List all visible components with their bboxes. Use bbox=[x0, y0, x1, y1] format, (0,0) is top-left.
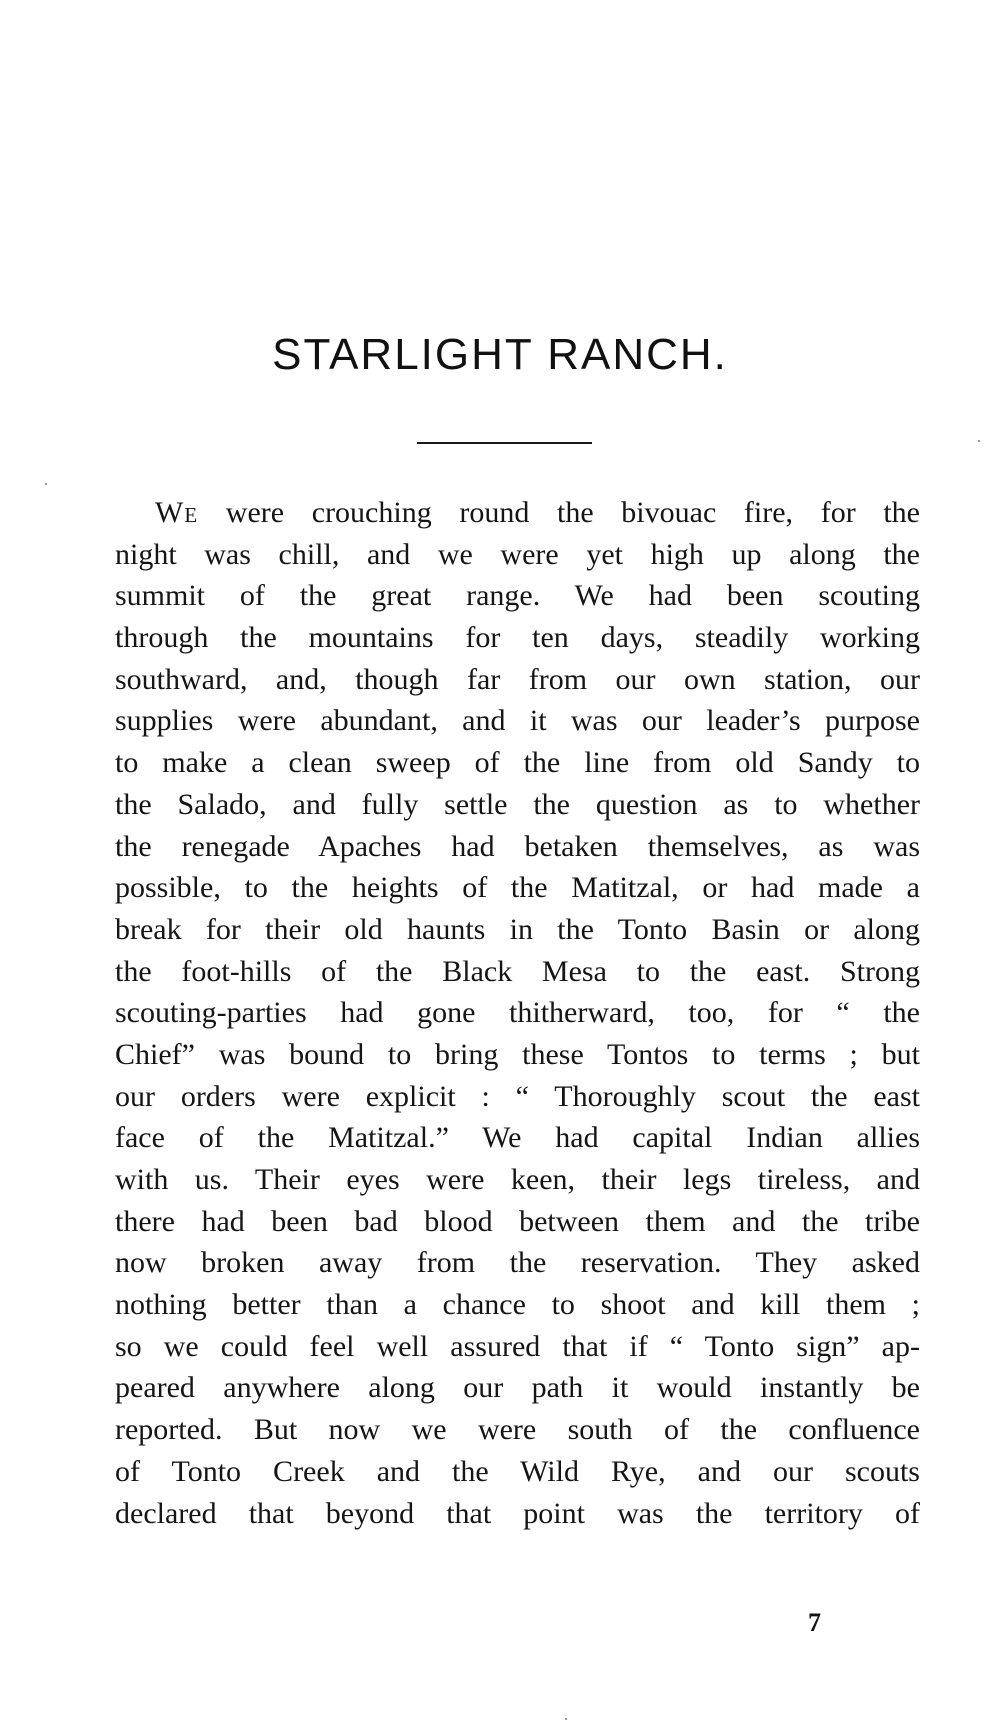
text-line: our orders were explicit : “ Thoroughly scout the east bbox=[115, 1079, 920, 1113]
text-line: Chief” was bound to bring these Tontos to terms ; but bbox=[115, 1037, 920, 1071]
text-line: summit of the great range. We had been scouting bbox=[115, 579, 920, 613]
scan-speck bbox=[45, 483, 47, 485]
text-line: the renegade Apaches had betaken themselves, as was bbox=[115, 829, 920, 863]
title-rule bbox=[417, 442, 592, 444]
text-line: face of the Matitzal.” We had capital Indian allies bbox=[115, 1121, 920, 1155]
text-line bbox=[115, 492, 920, 534]
text-line: to make a clean sweep of the line from old Sandy to bbox=[115, 746, 920, 780]
text-line: possible, to the heights of the Matitzal, or had made a bbox=[115, 871, 920, 905]
text-line: now broken away from the reservation. They asked bbox=[115, 1246, 920, 1280]
text-line: through the mountains for ten days, steadily working bbox=[115, 621, 920, 655]
scan-speck bbox=[565, 1718, 567, 1720]
text-line: there had been bad blood between them and the tribe bbox=[115, 1204, 920, 1238]
text-line: the Salado, and fully settle the question as to whether bbox=[115, 787, 920, 821]
scan-speck bbox=[978, 440, 980, 442]
text-line: southward, and, though far from our own station, our bbox=[115, 662, 920, 696]
chapter-title: STARLIGHT RANCH. bbox=[272, 330, 728, 379]
body-text bbox=[115, 492, 920, 1534]
first-word: We bbox=[155, 496, 199, 529]
text-line: so we could feel well assured that if “ Tonto sign” ap- bbox=[115, 1329, 920, 1363]
text-line: with us. Their eyes were keen, their legs tireless, and bbox=[115, 1163, 920, 1196]
text-line: of Tonto Creek and the Wild Rye, and our scouts bbox=[115, 1454, 920, 1488]
text-line: reported. But now we were south of the confluence bbox=[115, 1413, 920, 1447]
text-line: break for their old haunts in the Tonto Basin or along bbox=[115, 912, 920, 946]
text-line: nothing better than a chance to shoot and kill them ; bbox=[115, 1288, 920, 1322]
text-line: declared that beyond that point was the territory of bbox=[115, 1496, 920, 1530]
text-line: supplies were abundant, and it was our leader’s purpose bbox=[115, 704, 920, 738]
text-line-content: were crouching round the bivouac fire, for the bbox=[198, 496, 920, 529]
text-line: peared anywhere along our path it would instantly be bbox=[115, 1371, 920, 1405]
page-number: 7 bbox=[808, 1608, 821, 1637]
text-line: the foot-hills of the Black Mesa to the east. Strong bbox=[115, 954, 920, 988]
text-line: night was chill, and we were yet high up along the bbox=[115, 537, 920, 571]
text-line: scouting-parties had gone thitherward, too, for “ the bbox=[115, 996, 920, 1030]
